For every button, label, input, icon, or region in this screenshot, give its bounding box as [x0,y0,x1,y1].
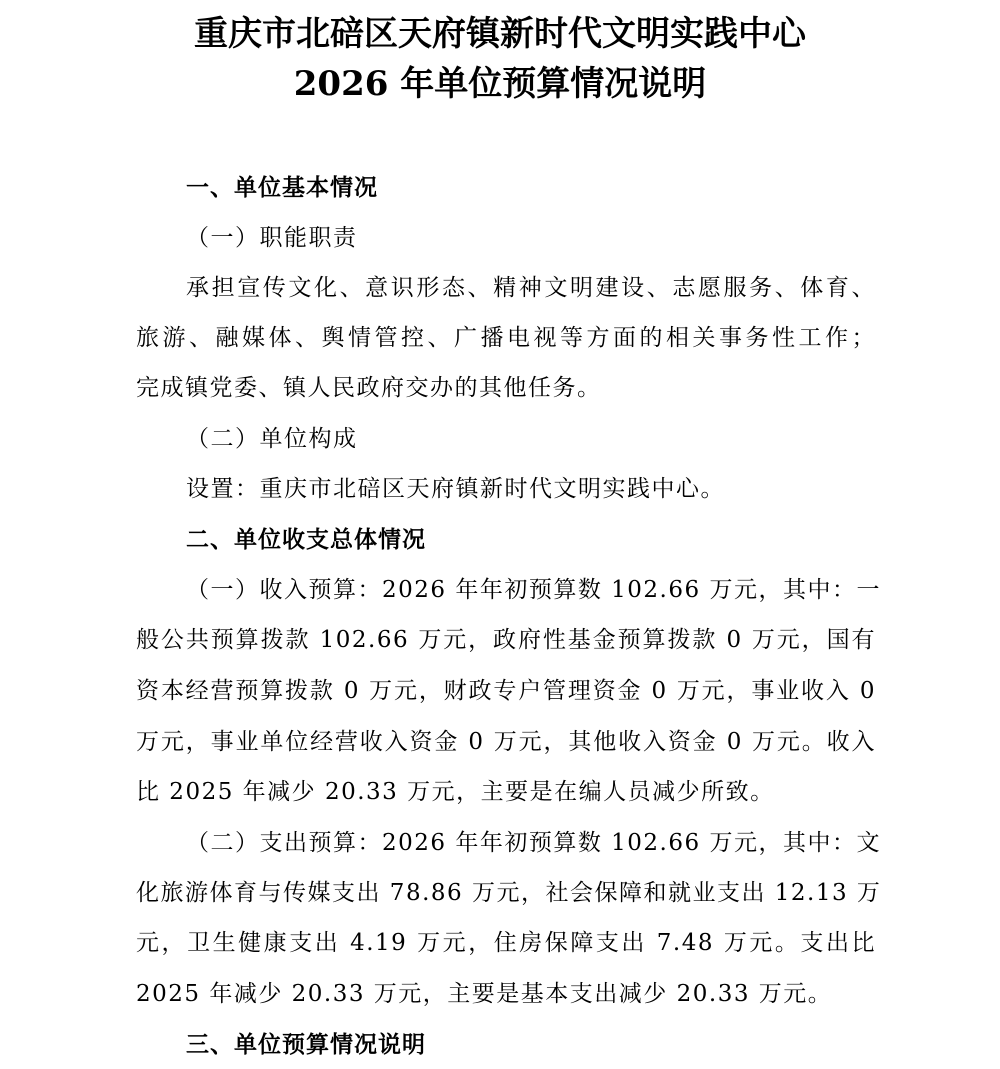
paragraph-line: 资本经营预算拨款 0 万元，财政专户管理资金 0 万元，事业收入 0 [136,678,876,704]
paragraph-line: 比 2025 年减少 20.33 万元，主要是在编人员减少所致。 [136,779,775,805]
paragraph-line: 设置：重庆市北碚区天府镇新时代文明实践中心。 [186,476,725,502]
paragraph-line: 元，卫生健康支出 4.19 万元，住房保障支出 7.48 万元。支出比 [136,930,876,956]
paragraph-line: 万元，事业单位经营收入资金 0 万元，其他收入资金 0 万元。收入 [136,729,876,755]
subsection-heading: （一）职能职责 [186,225,358,251]
paragraph-line: （一）收入预算：2026 年年初预算数 102.66 万元，其中：一 [186,577,881,603]
paragraph-line: （二）支出预算：2026 年年初预算数 102.66 万元，其中：文 [186,830,881,856]
paragraph-line: 承担宣传文化、意识形态、精神文明建设、志愿服务、体育、 [186,275,876,301]
document-title-line-2: 2026 年单位预算情况说明 [293,64,707,104]
paragraph-line: 般公共预算拨款 102.66 万元，政府性基金预算拨款 0 万元，国有 [136,627,876,653]
paragraph-line: 旅游、融媒体、舆情管控、广播电视等方面的相关事务性工作； [136,325,876,351]
paragraph-line: 2025 年减少 20.33 万元，主要是基本支出减少 20.33 万元。 [136,981,833,1007]
paragraph-line: 完成镇党委、镇人民政府交办的其他任务。 [136,375,602,401]
section-heading-2: 二、单位收支总体情况 [186,527,426,553]
document-title-line-1: 重庆市北碚区天府镇新时代文明实践中心 [194,14,806,54]
paragraph-line: 化旅游体育与传媒支出 78.86 万元，社会保障和就业支出 12.13 万 [136,880,882,906]
section-heading-3: 三、单位预算情况说明 [186,1032,426,1058]
subsection-heading: （二）单位构成 [186,426,358,452]
section-heading-1: 一、单位基本情况 [186,175,378,201]
